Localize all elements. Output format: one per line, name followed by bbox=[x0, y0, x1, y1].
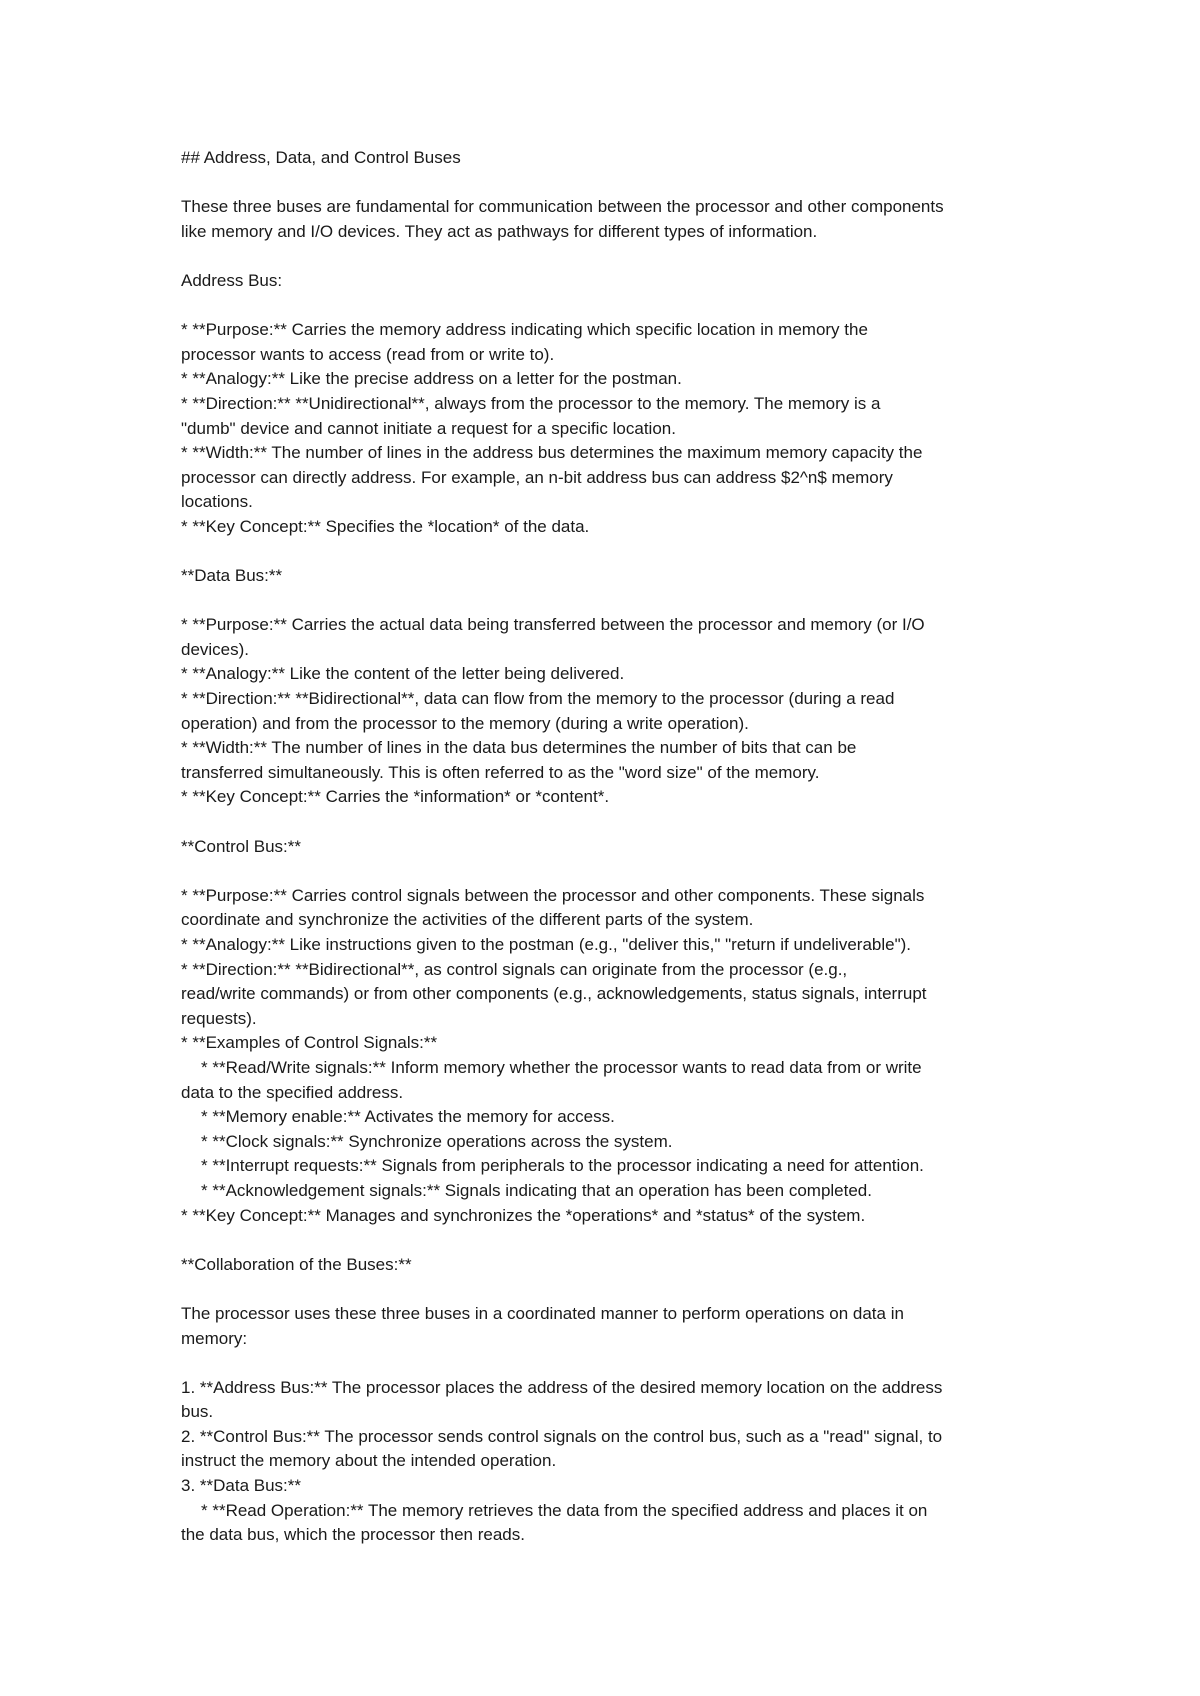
data-bus-line: * **Purpose:** Carries the actual data being transferred between the processor and memory (or I/O bbox=[181, 615, 925, 635]
blank-line bbox=[181, 589, 1041, 614]
collaboration-step: bus. bbox=[181, 1402, 214, 1422]
blank-line bbox=[181, 244, 1041, 269]
blank-line bbox=[181, 859, 1041, 884]
control-bus-line: * **Purpose:** Carries control signals between the processor and other components. These signals bbox=[181, 885, 925, 905]
control-bus-title: **Control Bus:** bbox=[181, 836, 302, 856]
data-bus-line: * **Key Concept:** Carries the *information* or *content*. bbox=[181, 787, 610, 807]
collaboration-substep: the data bus, which the processor then reads. bbox=[181, 1525, 525, 1545]
collaboration-step: 2. **Control Bus:** The processor sends control signals on the control bus, such as a "read" signal, to bbox=[181, 1426, 943, 1446]
blank-line bbox=[181, 1277, 1041, 1302]
address-bus-line: "dumb" device and cannot initiate a request for a specific location. bbox=[181, 418, 676, 438]
blank-line bbox=[181, 1228, 1041, 1253]
control-bus-line: read/write commands) or from other components (e.g., acknowledgements, status signals, interrupt bbox=[181, 984, 927, 1004]
control-bus-key-concept: * **Key Concept:** Manages and synchronizes the *operations* and *status* of the system. bbox=[181, 1205, 866, 1225]
collaboration-step: 1. **Address Bus:** The processor places the address of the desired memory location on the address bbox=[181, 1377, 943, 1397]
blank-line bbox=[181, 1351, 1041, 1376]
blank-line bbox=[181, 294, 1041, 319]
control-signal-example: * **Acknowledgement signals:** Signals indicating that an operation has been completed. bbox=[201, 1180, 872, 1200]
collaboration-intro: The processor uses these three buses in a coordinated manner to perform operations on data in bbox=[181, 1303, 904, 1323]
blank-line bbox=[181, 540, 1041, 565]
control-signal-example: * **Memory enable:** Activates the memory for access. bbox=[201, 1107, 615, 1127]
data-bus-line: * **Direction:** **Bidirectional**, data can flow from the memory to the processor (during a read bbox=[181, 689, 895, 709]
blank-line bbox=[181, 810, 1041, 835]
collaboration-substep: * **Read Operation:** The memory retrieves the data from the specified address and places it on bbox=[201, 1500, 928, 1520]
control-bus-line: * **Examples of Control Signals:** bbox=[181, 1033, 438, 1053]
collaboration-intro: memory: bbox=[181, 1328, 248, 1348]
address-bus-line: * **Key Concept:** Specifies the *location* of the data. bbox=[181, 516, 590, 536]
document-heading: ## Address, Data, and Control Buses bbox=[181, 148, 461, 167]
control-signal-example: data to the specified address. bbox=[181, 1082, 404, 1102]
collaboration-title: **Collaboration of the Buses:** bbox=[181, 1254, 412, 1274]
intro-line: These three buses are fundamental for communication between the processor and other components bbox=[181, 197, 944, 217]
address-bus-line: * **Analogy:** Like the precise address on a letter for the postman. bbox=[181, 369, 682, 389]
address-bus-line: processor can directly address. For example, an n-bit address bus can address $2^n$ memory bbox=[181, 467, 893, 487]
data-bus-line: devices). bbox=[181, 639, 250, 659]
data-bus-line: * **Analogy:** Like the content of the letter being delivered. bbox=[181, 664, 625, 684]
control-bus-line: * **Direction:** **Bidirectional**, as control signals can originate from the processor (e.g., bbox=[181, 959, 848, 979]
collaboration-step: 3. **Data Bus:** bbox=[181, 1476, 302, 1496]
intro-line: like memory and I/O devices. They act as pathways for different types of information. bbox=[181, 221, 818, 241]
control-bus-line: coordinate and synchronize the activities of the different parts of the system. bbox=[181, 910, 754, 930]
data-bus-title: **Data Bus:** bbox=[181, 566, 283, 586]
data-bus-line: * **Width:** The number of lines in the data bus determines the number of bits that can be bbox=[181, 738, 857, 758]
control-signal-example: * **Read/Write signals:** Inform memory whether the processor wants to read data from or write bbox=[201, 1057, 922, 1077]
control-signal-example: * **Interrupt requests:** Signals from peripherals to the processor indicating a need for attention. bbox=[201, 1156, 924, 1176]
data-bus-line: transferred simultaneously. This is often referred to as the "word size" of the memory. bbox=[181, 762, 820, 782]
document-body bbox=[181, 146, 1041, 1548]
control-signal-example: * **Clock signals:** Synchronize operations across the system. bbox=[201, 1131, 673, 1151]
address-bus-line: * **Width:** The number of lines in the address bus determines the maximum memory capacity the bbox=[181, 443, 923, 463]
collaboration-step: instruct the memory about the intended operation. bbox=[181, 1451, 557, 1471]
address-bus-title: Address Bus: bbox=[181, 270, 283, 290]
address-bus-line: * **Direction:** **Unidirectional**, always from the processor to the memory. The memory is a bbox=[181, 393, 881, 413]
address-bus-line: locations. bbox=[181, 492, 253, 512]
control-bus-line: requests). bbox=[181, 1008, 257, 1028]
address-bus-line: * **Purpose:** Carries the memory address indicating which specific location in memory the bbox=[181, 320, 868, 340]
control-bus-line: * **Analogy:** Like instructions given to the postman (e.g., "deliver this," "return if undeliverable"). bbox=[181, 935, 912, 954]
address-bus-line: processor wants to access (read from or write to). bbox=[181, 344, 555, 364]
data-bus-line: operation) and from the processor to the memory (during a write operation). bbox=[181, 713, 749, 733]
blank-line bbox=[181, 171, 1041, 196]
